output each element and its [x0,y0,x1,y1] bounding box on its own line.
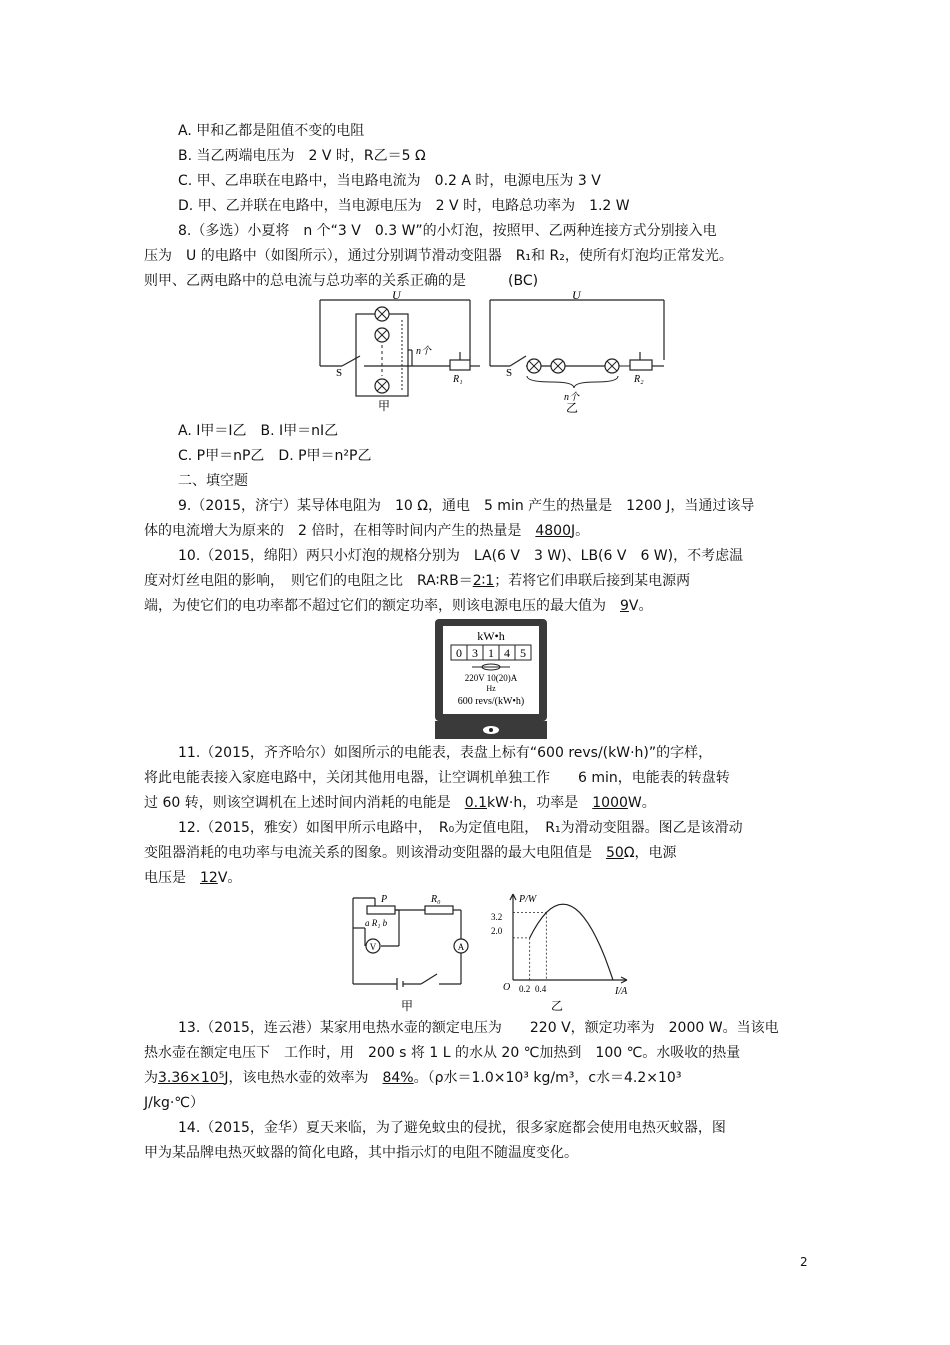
q13-text-c: 。（ρ水＝1.0×10³ kg/m³，c水＝4.2×10³ [413,1070,682,1086]
q7-option-b: B. 当乙两端电压为 2 V 时，R乙＝5 Ω [178,148,426,164]
q8-caption-jia: 甲 [378,399,391,413]
meter-spec: 220V 10(20)A [464,673,518,683]
q13-heat: 3.36×10⁵ [158,1070,225,1086]
q10-text-b: ；若将它们串联后接到某电源两 [494,573,691,589]
q10-text-a: 度对灯丝电阻的影响， 则它们的电阻之比 RA∶RB＝ [144,573,473,589]
q12-line-1: 12.（2015，雅安）如图甲所示电路中， R₀为定值电阻， R₁为滑动变阻器。图乙是该滑动 [178,820,743,836]
q8-line-3: 则甲、乙两电路中的总电流与总功率的关系正确的是 (BC) [144,273,539,289]
meter-digit-4: 4 [504,646,510,660]
q7-option-c: C. 甲、乙串联在电路中，当电路电流为 0.2 A 时，电源电压为 3 V [178,173,601,189]
q14-line-2: 甲为某品牌电热灭蚊器的简化电路，其中指示灯的电阻不随温度变化。 [144,1145,578,1161]
meter-digit-2: 3 [472,646,478,660]
q8-s-label-jia: S [336,367,343,379]
q9-text: 体的电流增大为原来的 2 倍时，在相等时间内产生的热量是 [144,523,522,539]
q11-line-1: 11.（2015，齐齐哈尔）如图所示的电能表，表盘上标有“600 revs/(kW·h)”的字样， [178,745,713,761]
q12-caption-jia: 甲 [400,999,414,1013]
meter-digit-1: 0 [456,646,462,660]
q12-x-tick-04: 0.4 [535,984,547,994]
q13-efficiency: 84% [382,1070,414,1086]
q10-unit: V。 [628,598,653,614]
q13-line-3 [144,1068,681,1088]
q12-line-2 [144,843,677,863]
q12-y-tick-20: 2.0 [491,926,503,936]
q12-text-c: 电压是 [144,870,186,886]
q12-origin: O [503,982,511,993]
q7-option-d: D. 甲、乙并联在电路中，当电源电压为 2 V 时，电路总功率为 1.2 W [178,198,630,214]
q12-figure [345,890,637,1014]
q11-line-2: 将此电能表接入家庭电路中，关闭其他用电器，让空调机单独工作 6 min，电能表的转盘转 [144,770,730,786]
q8-r1-label: R₁ [453,374,463,385]
q8-caption-yi: 乙 [566,401,579,414]
q12-slider-label: P [381,894,388,905]
q13-line-2: 热水壶在额定电压下 工作时，用 200 s 将 1 L 的水从 20 ℃加热到 100 ℃。水吸收的热量 [144,1045,741,1061]
meter-hz: Hz [486,684,496,693]
q12-voltmeter: V [369,942,377,952]
q11-text-b: kW·h，功率是 [486,795,579,811]
meter-unit: kW•h [477,629,505,643]
q13-text-b: J，该电热水壶的效率为 [224,1070,369,1086]
section-2-title: 二、填空题 [178,473,248,489]
q8-circuit-figure [312,290,672,414]
q10-line-1: 10.（2015，绵阳）两只小灯泡的规格分别为 LA(6 V 3 W)、LB(6 V 6 W)，不考虑温 [178,548,744,564]
q14-line-1: 14.（2015，金华）夏天来临，为了避免蚊虫的侵扰，很多家庭都会使用电热灭蚊器，图 [178,1120,726,1136]
q12-power-curve [530,904,613,980]
q8-line-1: 8.（多选）小夏将 n 个“3 V 0.3 W”的小灯泡，按照甲、乙两种连接方式分别接入电 [178,223,717,239]
q12-y-tick-32: 3.2 [491,912,503,922]
page-number: 2 [800,1255,808,1269]
q11-energy: 0.1 [464,795,487,811]
q13-text-a: 为 [144,1070,158,1086]
q10-vmax: 9 [620,598,629,614]
q11-power: 1000 [592,795,628,811]
q8-s-label-yi: S [506,367,513,379]
q8-options-cd: C. P甲＝nP乙 D. P甲＝n²P乙 [178,448,372,464]
q12-text-a: 变阻器消耗的电功率与电流关系的图象。则该滑动变阻器的最大电阻值是 [144,845,592,861]
q12-ammeter: A [457,942,465,952]
q8-options-ab: A. I甲＝I乙 B. I甲＝nI乙 [178,423,339,439]
q9-unit: J。 [571,523,590,539]
q12-r0-label: R₀ [431,894,441,905]
q11-unit: W。 [627,795,656,811]
q10-text-c: 端，为使它们的电功率都不超过它们的额定功率，则该电源电压的最大值为 [144,598,606,614]
q8-u-label-jia: U [392,290,401,302]
q8-line-2: 压为 U 的电路中（如图所示），通过分别调节滑动变阻器 R₁和 R₂，使所有灯泡均正常发光。 [144,248,733,264]
q11-line-3 [144,793,656,813]
q13-line-4: J/kg·℃） [144,1095,205,1111]
q13-line-1: 13.（2015，连云港）某家用电热水壶的额定电压为 220 V，额定功率为 2000 W。当该电 [178,1020,779,1036]
q12-volt: 12 [200,870,218,886]
q9-line-2 [144,521,589,541]
q10-line-3 [144,596,653,616]
q10-ratio: 2∶1 [472,573,495,589]
q7-option-a: A. 甲和乙都是阻值不变的电阻 [178,123,365,139]
meter-digit-3: 1 [488,646,494,660]
q11-text-a: 过 60 转，则该空调机在上述时间内消耗的电能是 [144,795,451,811]
q12-line-3 [144,868,241,888]
meter-revs: 600 revs/(kW•h) [457,696,525,707]
q12-rmax: 50 [606,845,624,861]
q8-n-label-yi: n个 [564,392,579,403]
q12-r1-label: a R₁ b [365,918,388,928]
q12-text-b: Ω，电源 [623,845,677,861]
q12-ia-label: I/A [615,986,628,997]
q12-unit: V。 [217,870,242,886]
q10-line-2 [144,571,690,591]
q12-x-tick-02: 0.2 [519,984,531,994]
q8-n-label-jia: n个 [416,346,431,357]
q12-pw-label: P/W [519,894,537,905]
q8-r2-label: R₂ [634,374,644,385]
q8-u-label-yi: U [572,290,581,302]
q9-answer: 4800 [535,523,571,539]
q9-line-1: 9.（2015，济宁）某导体电阻为 10 Ω，通电 5 min 产生的热量是 1200 J，当通过该导 [178,498,755,514]
electric-meter-figure [434,618,548,742]
meter-digit-5: 5 [520,646,526,660]
q12-caption-yi: 乙 [550,999,564,1013]
